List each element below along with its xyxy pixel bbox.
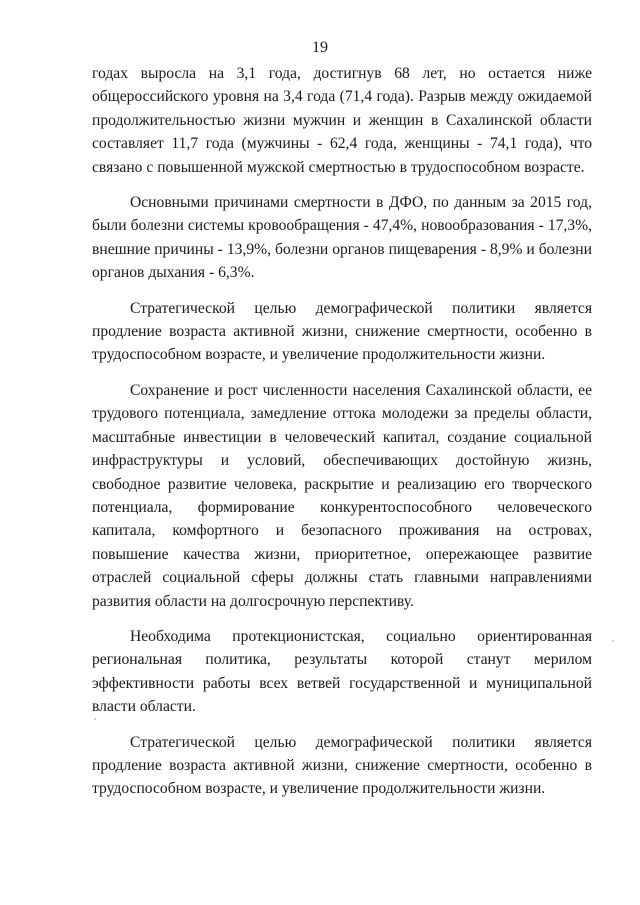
paragraph-strategic-goal-repeat: Стратегической целью демографической политики является продление возраста активной жизни, снижение смертности, особенно в трудоспособном возрасте, и увеличение продолжительности жизни. bbox=[92, 733, 592, 798]
page-number: 19 bbox=[312, 39, 328, 56]
paragraph-population-growth: Сохранение и рост численности населения Сахалинской области, ее трудового потенциала, замедление оттока молодежи за пределы области, масштабные инвестиции в человеческий капитал, создание социальной инфраструктуры и условий, обеспечивающих достойную жизнь, свободное развитие человека, раскрытие и реализацию его творческого потенциала, формирование конкурентоспособного человеческого капитала, комфортного и безопасного проживания на островах, повышение качества жизни, приоритетное, опережающее развитие отраслей социальной сферы должны стать главными направлениями развития области на долгосрочную перспективу. bbox=[92, 381, 592, 610]
scan-speck bbox=[94, 718, 96, 720]
scan-speck bbox=[612, 640, 614, 642]
paragraph-regional-policy: Необходима протекционистская, социально ориентированная региональная политика, результаты которой станут мерилом эффективности работы всех ветвей государственной и муниципальной власти области. bbox=[92, 627, 592, 716]
document-body bbox=[92, 62, 592, 801]
paragraph-mortality-causes: Основными причинами смертности в ДФО, по данным за 2015 год, были болезни системы кровообращения - 47,4%, новообразования - 17,3%, внешние причины - 13,9%, болезни органов пищеварения - 8,9% и болезни органов дыхания - 6,3%. bbox=[92, 194, 592, 282]
paragraph-strategic-goal: Стратегической целью демографической политики является продление возраста активной жизни, снижение смертности, особенно в трудоспособном возрасте, и увеличение продолжительности жизни. bbox=[92, 299, 592, 364]
paragraph-continuation: годах выросла на 3,1 года, достигнув 68 лет, но остается ниже общероссийского уровня на 3,4 года (71,4 года). Разрыв между ожидаемой продолжительностью жизни мужчин и женщин в Сахалинской области составляет 11,7 года (мужчины - 62,4 года, женщины - 74,1 года), что связано с повышенной мужской смертностью в трудоспособном возрасте. bbox=[92, 65, 592, 176]
